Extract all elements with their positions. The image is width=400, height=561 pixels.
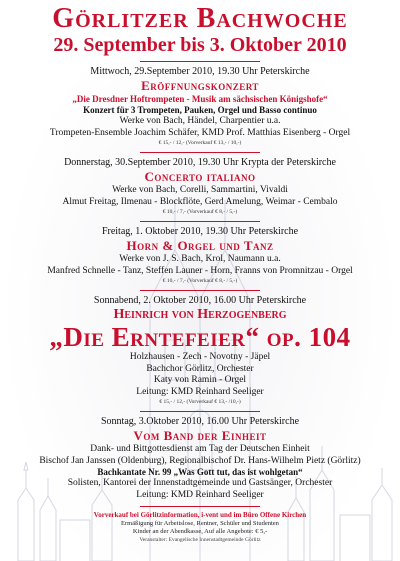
event-band-der-einheit <box>0 416 400 501</box>
event-line: Trompeten-Ensemble Joachim Schäfer, KMD Prof. Matthias Eisenberg - Orgel <box>49 127 351 138</box>
event-title: Concerto italiano <box>144 169 256 184</box>
event-line: Leitung: KMD Reinhard Seeliger <box>136 386 264 397</box>
event-line: Werke von Bach, Corelli, Sammartini, Vivaldi <box>112 185 288 195</box>
event-info: Donnerstag, 30.September 2010, 19.30 Uhr Krypta der Peterskirche <box>64 157 336 168</box>
divider <box>140 290 260 291</box>
page-subtitle: 29. September bis 3. Oktober 2010 <box>53 34 347 56</box>
footer-children: Kinder an der Abendkasse, Auf alle Angebote: € 5,- <box>132 527 268 535</box>
event-price: € 10,- / 7,- (Vorverkauf € 8,- / 5,-) <box>162 278 238 284</box>
footer-discount: Ermäßigung für Arbeitslose, Rentner, Schüler und Studenten <box>121 519 279 527</box>
divider <box>140 221 260 222</box>
event-line: Katy von Ramin - Orgel <box>153 375 247 385</box>
event-price: € 15,- / 12,- (Vorverkauf € 13,- / 10,-) <box>158 140 242 146</box>
event-info: Sonntag, 3.Oktober 2010, 16.00 Uhr Peterskirche <box>100 416 300 427</box>
event-title: „Die Erntefeier“ op. 104 <box>49 322 351 352</box>
event-title: Vom Band der Einheit <box>133 428 267 443</box>
event-title: Horn & Orgel und Tanz <box>126 238 274 253</box>
event-info: Mittwoch, 29.September 2010, 19.30 Uhr Peterskirche <box>90 66 310 77</box>
event-line: Dank- und Bittgottesdienst am Tag der Deutschen Einheit <box>90 444 310 454</box>
event-line: Manfred Schnelle - Tanz, Steffen Launer - Horn, Franns von Promnitzau - Orgel <box>47 265 353 276</box>
event-line: Werke von J. S. Bach, Krol, Naumann u.a. <box>119 254 281 264</box>
event-line: Leitung: KMD Reinhard Seeliger <box>136 489 264 500</box>
event-info: Sonnabend, 2. Oktober 2010, 16.00 Uhr Peterskirche <box>93 295 307 306</box>
footer <box>0 511 400 544</box>
event-line: Bischof Jan Janssen (Oldenburg), Regionalbischof Dr. Hans-Wilhelm Pietz (Görlitz) <box>39 455 361 466</box>
event-line: Werke von Bach, Händel, Charpentier u.a. <box>119 116 281 126</box>
event-subtitle: „Die Dresdner Hoftrompeten - Musik am sächsischen Königshofe“ <box>72 94 328 104</box>
event-opening-concert <box>0 66 400 147</box>
divider <box>140 506 260 507</box>
event-line: Bachchor Görlitz, Orchester <box>146 363 254 374</box>
event-line: Almut Freitag, Ilmenau - Blockflöte, Gerd Amelung, Weimar - Cembalo <box>62 196 338 207</box>
poster-content <box>0 4 400 544</box>
event-line: Solisten, Kantorei der Innenstadtgemeinde und Gastsänger, Orchester <box>67 478 333 488</box>
footer-presale: Vorverkauf bei Görlitzinformation, i-vent und im Büro Offene Kirchen <box>93 511 307 519</box>
event-erntefeier <box>0 295 400 406</box>
event-subtitle: Bachkantate Nr. 99 „Was Gott tut, das ist wohlgetan“ <box>97 467 303 477</box>
event-info: Freitag, 1. Oktober 2010, 19.30 Uhr Peterskirche <box>101 226 299 237</box>
page-title: Görlitzer Bachwoche <box>52 3 348 34</box>
divider <box>140 152 260 153</box>
event-subtitle-2: Konzert für 3 Trompeten, Pauken, Orgel und Basso continuo <box>83 105 317 115</box>
footer-organizer: Veranstalter: Evangelische Innenstadtgemeinde Görlitz <box>139 536 261 543</box>
divider <box>140 61 260 62</box>
event-line: Holzhausen - Zech - Novotny - Jäpel <box>129 352 271 362</box>
event-price: € 10,- / 7,- (Vorverkauf € 8,- / 5,-) <box>162 209 238 215</box>
event-price: € 15,- / 12,- (Vorverkauf € 13,- /10,-) <box>159 399 241 405</box>
event-composer: Heinrich von Herzogenberg <box>113 307 287 322</box>
event-horn-orgel-tanz <box>0 226 400 285</box>
divider <box>140 411 260 412</box>
event-concerto-italiano <box>0 157 400 216</box>
event-title: Eröffnungskonzert <box>141 78 259 93</box>
